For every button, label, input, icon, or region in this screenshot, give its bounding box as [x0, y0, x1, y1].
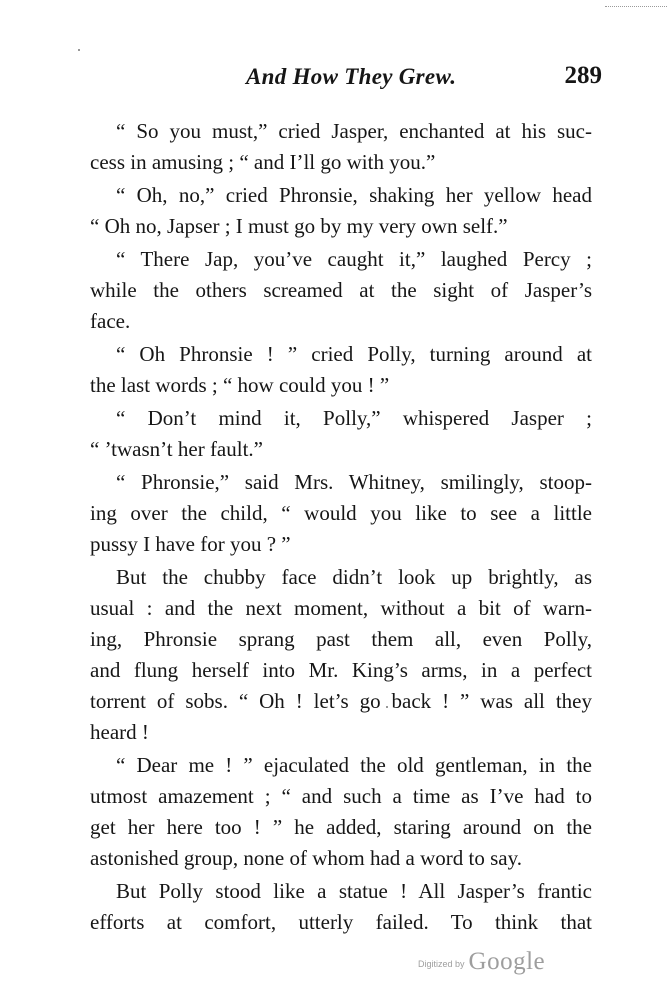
page-number: 289 [564, 62, 602, 89]
text-line: pussy I have for you ? ” [90, 532, 291, 556]
text-line: cess in amusing ; “ and I’ll go with you.” [90, 150, 436, 174]
running-header [246, 64, 602, 100]
text-line: the last words ; “ how could you ! ” [90, 373, 390, 397]
text-line: utmost amazement ; “ and such a time as I’ve had to [90, 784, 592, 808]
stray-dot-mark [78, 49, 80, 51]
text-line: “ Don’t mind it, Polly,” whispered Jasper ; [116, 406, 592, 430]
text-line: face. [90, 309, 131, 333]
text-line: and flung herself into Mr. King’s arms, in a perfect [90, 658, 592, 682]
text-line: efforts at comfort, utterly failed. To think that [90, 910, 592, 934]
digitization-watermark [418, 948, 545, 978]
text-line: while the others screamed at the sight of Jasper’s [90, 278, 592, 302]
text-line: But Polly stood like a statue ! All Jasper’s frantic [116, 879, 592, 903]
text-line: astonished group, none of whom had a word to say. [90, 846, 522, 870]
text-line: “ There Jap, you’ve caught it,” laughed Percy ; [116, 247, 592, 271]
text-line: heard ! [90, 720, 149, 744]
watermark-brand-logo: Google [468, 948, 546, 975]
text-line: “ ’twasn’t her fault.” [90, 437, 263, 461]
text-line: torrent of sobs. “ Oh ! let’s go back ! ” was all they [90, 689, 592, 713]
text-line: get her here too ! ” he added, staring around on the [90, 815, 592, 839]
text-line: “ Oh, no,” cried Phronsie, shaking her yellow head [116, 183, 592, 207]
text-line: “ Oh Phronsie ! ” cried Polly, turning around at [116, 342, 592, 366]
text-line: “ Dear me ! ” ejaculated the old gentleman, in the [116, 753, 592, 777]
text-line: But the chubby face didn’t look up brightly, as [116, 565, 592, 589]
text-line: “ Oh no, Japser ; I must go by my very own self.” [90, 214, 508, 238]
text-line: ing over the child, “ would you like to see a little [90, 501, 592, 525]
top-edge-rule [605, 6, 667, 7]
watermark-digitized-by: Digitized by [418, 959, 465, 969]
text-line: usual : and the next moment, without a bit of warn- [90, 596, 592, 620]
body-text [90, 116, 592, 938]
text-line: “ So you must,” cried Jasper, enchanted at his suc- [116, 119, 592, 143]
text-line: “ Phronsie,” said Mrs. Whitney, smilingly, stoop- [116, 470, 592, 494]
text-line: ing, Phronsie sprang past them all, even Polly, [90, 627, 592, 651]
running-title: And How They Grew. [246, 64, 457, 89]
